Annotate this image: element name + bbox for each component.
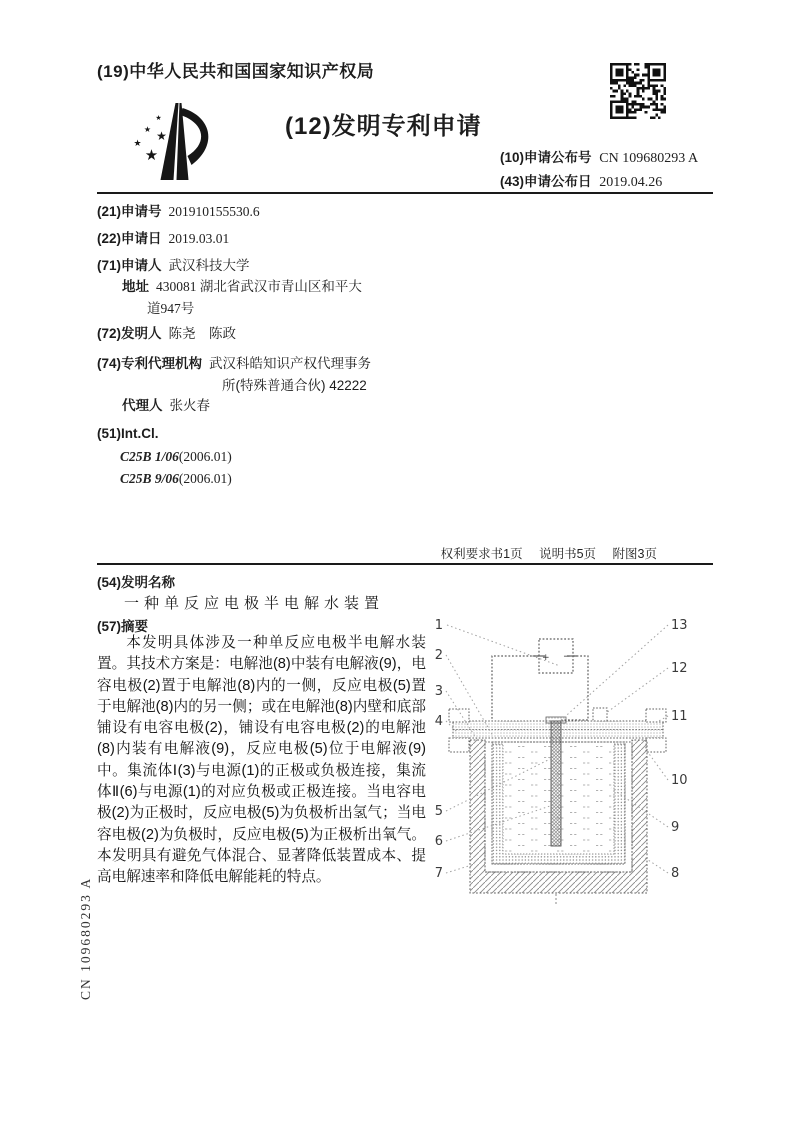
intcl-class-1-version: (2006.01): [178, 449, 232, 464]
application-date-value: 2019.03.01: [168, 231, 230, 246]
document-kind-title: (12)发明专利申请: [285, 113, 482, 140]
publication-date-line: [500, 170, 662, 191]
office-line: (19)中华人民共和国国家知识产权局: [97, 62, 375, 81]
figure-label-13: 13: [671, 618, 688, 633]
agency-line-2: [222, 377, 367, 395]
invention-title-label: (54)发明名称: [97, 575, 176, 590]
application-date-line: [97, 230, 229, 248]
address-value-1: 430081 湖北省武汉市青山区和平大: [156, 279, 362, 294]
address-label: 地址: [122, 279, 149, 294]
header-divider: [97, 192, 713, 194]
intcl-label: (51)Int.Cl.: [97, 426, 159, 441]
agency-value-1: 武汉科皓知识产权代理事务: [209, 356, 372, 371]
side-publication-code: CN 109680293 A: [78, 876, 93, 1000]
agent-label: 代理人: [122, 398, 163, 413]
svg-text:★: ★: [143, 125, 152, 134]
reaction-electrode-rod: [551, 721, 561, 846]
intcl-line: [97, 425, 159, 443]
agency-value-2: 所(特殊普通合伙) 42222: [222, 378, 367, 393]
svg-text:★: ★: [155, 114, 162, 122]
agent-value: 张火春: [169, 398, 210, 413]
cnipa-logo: [118, 98, 233, 188]
figure-label-7: 7: [434, 866, 443, 881]
agent-line: [122, 397, 210, 415]
publication-date-label: (43)申请公布日: [500, 174, 592, 189]
pages-note: [97, 544, 657, 562]
intcl-class-2: [120, 470, 232, 488]
power-plus-mark: +: [542, 653, 550, 663]
patent-figure: [425, 606, 720, 906]
vessel: [470, 721, 647, 904]
intcl-class-2-version: (2006.01): [178, 471, 232, 486]
description-pages: 说明书5页: [539, 547, 597, 561]
figure-label-6: 6: [434, 834, 443, 849]
intcl-class-2-code: C25B 9/06: [120, 471, 179, 486]
publication-date-value: 2019.04.26: [599, 175, 663, 190]
svg-text:★: ★: [156, 129, 167, 143]
figure-label-5: 5: [434, 804, 443, 819]
address-line-1: [122, 278, 362, 296]
publication-number-line: [500, 146, 698, 167]
figure-label-1: 1: [434, 618, 443, 633]
figure-label-2: 2: [434, 648, 443, 663]
address-line-2: [147, 300, 194, 318]
logo-stars: [133, 114, 166, 164]
applicant-line: [97, 257, 250, 275]
figure-label-8: 8: [671, 866, 680, 881]
address-value-2: 道947号: [147, 301, 195, 316]
agency-label: (74)专利代理机构: [97, 356, 203, 371]
intcl-class-1: [120, 448, 232, 466]
section-divider: [97, 563, 713, 565]
inventors-label: (72)发明人: [97, 326, 162, 341]
abstract-label: (57)摘要: [97, 619, 149, 634]
claims-pages: 权利要求书1页: [440, 547, 523, 561]
publication-number-value: CN 109680293 A: [599, 151, 699, 166]
figure-label-3: 3: [434, 684, 443, 699]
lid-nub: [593, 708, 607, 721]
svg-text:★: ★: [144, 146, 159, 164]
invention-title: 一种单反应电极半电解水装置: [124, 595, 385, 612]
inventors-line: [97, 325, 236, 343]
publication-number-label: (10)申请公布号: [500, 150, 592, 165]
figure-label-12: 12: [671, 661, 688, 676]
application-number-line: [97, 203, 260, 221]
power-minus-mark: −: [563, 652, 571, 662]
drawings-pages: 附图3页: [612, 547, 657, 561]
qr-code: [610, 63, 666, 119]
figure-label-9: 9: [671, 820, 680, 835]
intcl-class-1-code: C25B 1/06: [120, 449, 179, 464]
agency-line-1: [97, 355, 371, 373]
abstract-text: 本发明具体涉及一种单反应电极半电解水装置。其技术方案是：电解池(8)中装有电解液(9)，电容电极(2)置于电解池(8)内的一侧，反应电极(5)置于电解池(8)内的另一侧；或在电解池(8)内壁和底部铺设有电容电极(2)，铺设有电容电极(2)的电解池(8)内装有电解液(9)，反应电极(5)位于电解液(9)中。集流体Ⅰ(3)与电源(1)的正极或负极连接，集流体Ⅱ(6)与电源(1)的对应负极或正极连接。当电容电极(2)为正极时，反应电极(5)为负极析出氢气；当电容电极(2)为负极时，反应电极(5)为正极析出氧气。本发明具有避免气体混合、显著降低装置成本、提高电解速率和降低电解能耗的特点。: [97, 635, 426, 886]
application-number-value: 201910155530.6: [168, 204, 260, 219]
figure-label-4: 4: [434, 714, 443, 729]
svg-text:★: ★: [133, 139, 142, 149]
applicant-value: 武汉科技大学: [168, 258, 250, 273]
inventors-value: 陈尧 陈政: [168, 326, 237, 341]
application-date-label: (22)申请日: [97, 231, 162, 246]
application-number-label: (21)申请号: [97, 204, 162, 219]
figure-label-10: 10: [671, 773, 688, 788]
applicant-label: (71)申请人: [97, 258, 162, 273]
figure-label-11: 11: [671, 709, 688, 724]
